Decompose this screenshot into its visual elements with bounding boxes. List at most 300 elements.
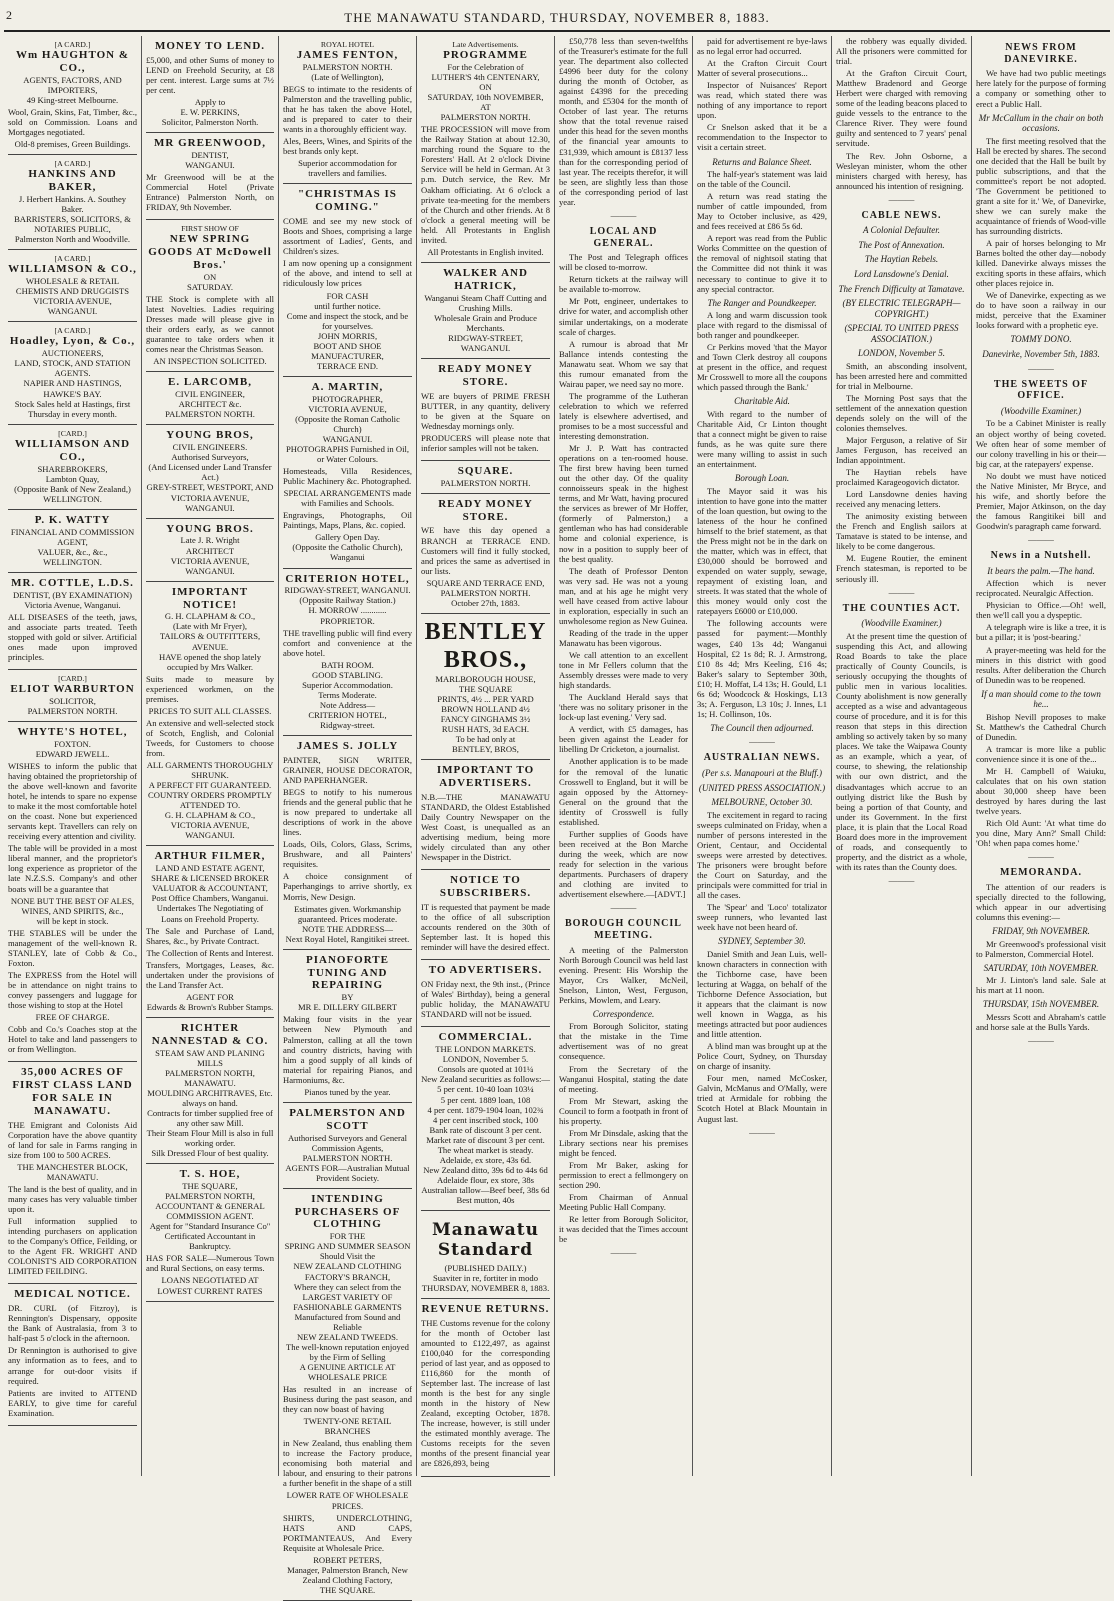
ad-line: PALMERSTON NORTH, [165,1191,255,1202]
ad-line: Manufactured from Sound and Reliable [294,1311,401,1332]
ad-line: FOR CASH [326,290,369,301]
ad-line: WELLINGTON. [43,556,102,567]
ad-line: Mr Greenwood will be at the Commercial Hotel (Private Entrance) Palmerston North, on FRIDAY, 9th November. [146,172,274,213]
column-8 [971,36,1110,1476]
section-divider: ——— [1028,851,1054,862]
advertisement [421,263,550,359]
article-paragraph: A report was read from the Public Works Committee on the question of the removal of nightsoil stating that the Committee did not think it was necessary to continue to give it to any special contractor. [697,233,827,294]
article-paragraph: A return was read stating the number of cattle impounded, from May to October inclusive, as 429, and fees received at £86 5s 6d. [697,191,827,232]
ad-line: The wheat market is steady. [437,1144,534,1155]
ad-title: HANKINS AND BAKER, [28,168,117,194]
section-subheading: The French Difficulty at Tamatave. [838,283,965,294]
ad-title: E. LARCOMB, [167,376,253,389]
ad-line: Patients are invited to ATTEND EARLY, to give time for careful Examination. [8,1387,137,1418]
ad-title: CRITERION HOTEL, [285,572,410,585]
ad-line: ON Friday next, the 9th inst., (Prince of Wales' Birthday), being a general public holiday, the MANAWATU STANDARD will not be issued. [421,979,550,1020]
section-subheading: The Council then adjourned. [710,722,814,733]
ad-line: AVENUE. [191,641,229,652]
ad-line: ALL DISEASES of the teeth, jaws, and associate parts treated. Teeth stopped with gold or silver. Artificial ones made upon improved principles. [8,611,137,662]
section-subheading: If a man should come to the town he... [981,688,1101,710]
article-paragraph: The Rev. John Osborne, a Wesleyan minister, whom the other ministers charged with heresy, has announced his intention of resigning. [836,150,967,191]
article-paragraph: A prayer-meeting was held for the miners in this district with good results. After deliberation the Church of Dunedin was to be reopened. [976,644,1106,685]
article-paragraph: At the present time the question of suspending this Act, and allowing Road Boards to take the place practically of County Councils, is seriously occupying the thoughts of public men in various localities. County abolishment is now generally accepted as a wise and advantageous course of procedure, and it is for this reason that steps in this direction ambling so actively taken by so many places. We take the Waipawa County as an example, which a year, of course, to shewing, the relationship with our own district, and the disadvantages which accrue to an outlying district like the Bush by being a portion of that County, and under its Government. In the first place, it is plain that the Local Road Board does more in the improvement of roads, and consequently to property, and the district as a whole, with its rates than the County does. [836,630,967,872]
ad-line: Stock Sales held at Hastings, first Thursday in every month. [14,398,131,419]
ad-line: THE Customs revenue for the colony for the month of October last amounted to £122,497, as against £100,040 for the corresponding period of last year, and as opposed to £116,860 for the month of September last. The increase of last month is the best for any single month in the history of New Zealand, excepting October, 1878. The increase, however, is still under the estimated monthly average. The Customs receipts for the seven months of the present financial year are £826,893, being [421,1317,550,1469]
ad-line: CIVIL ENGINEER, [175,389,245,400]
ad-title: WHYTE'S HOTEL, [17,725,128,738]
advertisement [421,36,550,263]
ad-line: THE SQUARE. [319,1584,376,1595]
advertisement [8,670,137,722]
ad-kicker: [CARD.] [58,673,87,683]
ad-line: AGENT FOR [186,991,234,1002]
ad-line: Adelaide, ex store, 43s 6d. [439,1154,532,1165]
ad-line: WHOLESALE & RETAIL [25,276,120,287]
ad-line: The Collection of Rents and Interest. [146,947,274,958]
ad-line: ON [203,272,217,283]
ad-title: READY MONEY STORE. [438,497,533,523]
ad-line: THE STABLES will be under the management of the well-known R. STANLEY, late of Cobb & Co., Foxton. [8,927,137,968]
article-paragraph: The Haytian rebels have proclaimed Karageogovich dictator. [836,467,967,488]
section-divider: ——— [1028,1035,1054,1046]
ad-line: RIDGWAY-STREET, WANGANUI. [284,585,411,596]
ad-line: E. W. PERKINS, [180,107,240,118]
ad-line: 5 per cent. 1889 loan, 108 [440,1094,531,1105]
ad-line: FANCY GINGHAMS 3½ [440,714,531,725]
article-paragraph: The Auckland Herald says that 'there was no solitary prisoner in the lock-up last evening.' Very sad. [559,692,688,723]
ad-line: Victoria Avenue, Wanganui. [24,599,121,610]
advertisement [421,494,550,614]
advertisement [421,760,550,870]
ad-line: Making four visits in the year between New Plymouth and Palmerston, calling at all the town and country districts, having with him a good supply of all kinds of material for repairing Pianos, and Harmoniums, &c. [283,1014,412,1085]
ad-line: WANGANUI. [185,160,235,171]
article-paragraph: Further supplies of Goods have been received at the Bon Marche during the week, which are now ready for selection in the various departments. Purchasers of drapery and clothing are invited to advertisement elsewhere.—[ADVT.] [559,828,688,900]
article-paragraph: Four men, named McCosker, Galvin, McManus and O'Mally, were tried at Armidale for robbing the Scotch Hotel at Black Mountain in August last. [697,1073,827,1124]
section-subheading: MELBOURNE, October 30. [711,797,813,808]
ad-line: Where they can select from the [293,1281,402,1292]
ad-line: WE have this day opened a BRANCH at TERRACE END. Customers will find it fully stocked, and prices the same as advertised in our lists. [421,525,550,576]
ad-title: INTENDING PURCHASERS OF CLOTHING [294,1192,401,1231]
ad-title: NOTICE TO SUBSCRIBERS. [439,874,532,900]
ad-line: New Zealand securities as follows:— [421,1074,550,1085]
article-paragraph: With regard to the number of Charitable Aid, Cr Linton thought that a connect might be given to raise funds, as he was quite sure there were many willing to assist in such an entertainment. [697,409,827,470]
ad-kicker: Late Advertisements. [452,40,519,49]
ad-line: WE are buyers of PRIME FRESH BUTTER, in any quantity, delivery to be given at the Square on Wednesday mornings only. [421,390,550,431]
ad-line: (PUBLISHED DAILY.) [444,1262,527,1273]
section-heading: MEMORANDA. [1000,867,1082,879]
article-paragraph: From Mr Dinsdale, asking that the Library sections near his premises might be fenced. [559,1127,688,1158]
ad-line: Consols are quoted at 101¼ [437,1064,534,1075]
ad-line: Apply to [194,97,226,108]
advertisement [146,846,274,1018]
ad-title: Wm HAUGHTON & CO., [15,49,130,74]
advertisement [146,372,274,425]
article-paragraph: The programme of the Lutheran celebration to which we referred lately is elsewhere advertised, and promises to be a most successful and interesting demonstration. [559,390,688,442]
advertisement [146,519,274,582]
ad-line: RIDGWAY-STREET, [448,332,523,343]
section-heading: CABLE NEWS. [861,209,942,221]
ad-line: Silk Dressed Flour of best quality. [151,1148,269,1159]
article-paragraph: We call attention to an excellent tone in Mr Fellers column that the Assembly dresses were made to very high standards. [559,650,688,691]
ad-line: JOHN MORRIS, [317,330,378,341]
article-paragraph: Messrs Scott and Abraham's cattle and horse sale at the Bulls Yards. [976,1011,1106,1033]
section-heading: LOCAL AND GENERAL. [589,225,658,249]
article-paragraph: From Chairman of Annual Meeting Public Hall Company. [559,1192,688,1213]
ad-line: The table will be provided in a most liberal manner, and the proprietor's long experience as proprietor of the late N.Z.S.S. Company's and other boats will be a guarantee that [8,843,137,894]
section-divider: ——— [888,193,915,204]
ad-line: Transfers, Mortgages, Leases, &c. undertaken under the provisions of the Land Transfer Act. [146,959,274,990]
article-paragraph: Inspector of Nuisances' Report was read, which stated there was nothing of any importance to report upon. [697,80,827,121]
ad-line: Dr Rennington is authorised to give any information as to fees, and to arrange for out-door visits if required. [8,1345,137,1386]
ad-title: IMPORTANT TO ADVERTISERS. [436,764,535,790]
ad-line: 5 per cent. 10-40 loan 103¼ [437,1084,534,1095]
section-subheading: The Post of Annexation. [858,239,945,250]
section-heading: NEWS FROM DANEVIRKE. [1004,42,1078,65]
section-subheading: THURSDAY, 15th NOVEMBER. [982,999,1100,1010]
article-paragraph: A pair of horses belonging to Mr Barnes bolted the other day—nobody killed. Danevirke always misses the exciting sports in these affairs, which other places rejoice in. [976,238,1106,289]
section-divider: ——— [1028,362,1054,373]
ad-line: Best mutton, 40s [456,1195,515,1205]
ad-line: (Opposite Railway Station.) [299,595,396,606]
ad-line: THE LONDON MARKETS. [435,1044,536,1055]
ad-line: Come and inspect the stock, and be for yourselves. [286,310,409,331]
article-paragraph: A meeting of the Palmerston North Borough Council was held last evening. Present: His Worship the Mayor, Crs Walker, McNeil, Snelson, Linton, West, Ferguson, Perkins, Mowlem, and Leary. [559,944,688,1005]
ad-title: IMPORTANT NOTICE! [171,585,249,611]
ad-line: SQUARE AND TERRACE END, [426,577,545,588]
advertisement [8,722,137,1062]
article-paragraph: the robbery was equally divided. All the prisoners were committed for trial. [836,36,967,67]
ad-line: ALL GARMENTS THOROUGHLY SHRUNK. [146,760,274,781]
section-subheading: It bears the palm.—The hand. [987,565,1095,576]
ad-line: PAINTER, SIGN WRITER, GRAINER, HOUSE DECORATOR, AND PAPERHANGER. [283,754,412,785]
ad-line: PRODUCERS will please note that inferior samples will not be taken. [421,432,550,453]
ad-line: NOTE THE ADDRESS— [301,923,394,934]
advertisement [421,359,550,461]
article-paragraph: The Post and Telegraph offices will be closed to-morrow. [559,252,688,273]
advertisement [146,220,274,372]
column-5 [554,36,692,1476]
ad-line: THE travelling public will find every comfort and convenience at the above hotel. [283,627,412,658]
ad-line: RUSH HATS, 3d EACH. [441,724,530,735]
section-subheading: A Colonial Defaulter. [862,225,941,236]
article-paragraph: Mr Pott, engineer, undertakes to drive for water, and accomplish other similar undertakings, on a moderate scale of charges. [559,296,688,337]
article-paragraph: Mr H. Campbell of Waiuku, calculates that on his own station about 30,000 sheep have been destroyed by hares during the last twelve years. [976,765,1106,817]
ad-title: RICHTER NANNESTAD & CO. [151,1021,269,1047]
ad-line: Wool, Grain, Skins, Fat, Timber, &c., sold on Commission. Loans and Mortgages negotiated. [8,106,137,138]
advertisement [283,569,412,737]
ad-line: BEGS to notify to his numerous friends and the general public that he is now prepared to undertake all descriptions of work in the above lines. [283,787,412,838]
ad-line: THE Emigrant and Colonists Aid Corporation have the above quantity of land for sale in Farms ranging in size from 100 to 500 ACRES. [8,1119,137,1160]
article-paragraph: paid for advertisement re bye-laws as no legal error had occurred. [697,36,827,57]
ad-line: GREY-STREET, WESTPORT, AND [146,482,274,493]
advertisement [8,322,137,424]
section-subheading: FRIDAY, 9th NOVEMBER. [992,926,1090,937]
ad-line: WELLINGTON. [43,493,102,504]
ad-title: MONEY TO LEND. [154,40,266,52]
section-subheading: (Woodville Examiner.) [1000,405,1082,416]
ad-title: BENTLEY BROS., [424,618,547,673]
ad-title: JAMES S. JOLLY [296,740,399,753]
ad-line: PHOTOGRAPHER, [312,393,383,404]
ad-line: Superior Accommodation. [302,679,393,690]
section-subheading: Mr McCallum in the chair on both occasions. [978,112,1104,134]
ad-line: The Sale and Purchase of Land, Shares, &c., by Private Contract. [146,925,274,946]
ad-line: PRICES TO SUIT ALL CLASSES. [148,705,272,716]
ad-line: DR. CURL (of Fitzroy), is Rennington's Dispensary, opposite the Bank of Australasia, from 3 to half-past 5 o'clock in the afternoon. [8,1303,137,1344]
ad-line: LUTHER'S 4th CENTENARY, [431,72,540,83]
article-paragraph: From the Secretary of the Wanganui Hospital, stating the date of meeting. [559,1063,688,1094]
ad-line: THE Stock is complete with all latest Novelties. Ladies requiring Dresses made will please give in their orders early, as we cannot guarantee to take orders when it comes near the Christmas Season. [146,294,274,355]
page-number: 2 [6,8,13,22]
ad-title: ARTHUR FILMER, [154,850,266,863]
ad-line: Australian tallow—Beef beef, 38s 6d [421,1184,550,1195]
article-paragraph: We of Danevirke, expecting as we do to have soon a railway in our midst, perceive that the Examiner looks forward with a prophetic eye. [976,290,1106,331]
section-subheading: The Haytian Rebels. [864,254,939,265]
ad-title: WILLIAMSON AND CO., [14,437,131,463]
article-paragraph: Mr J. P. Watt has contracted operations on a ten-roomed house. The first brew having been turned out the other day. Of the quality connoisseurs speak in the highest terms, and Mr Watt, having procured the services as brewer of Mr Hoffer, (formerly of Palmerston,) a gentleman who has had considerable home and colonial experience, is now in a position to supply beer of the best quality. [559,443,688,564]
ad-line: TWENTY-ONE RETAIL BRANCHES [303,1416,392,1437]
ad-line: IT is requested that payment be made to the office of all subscription accounts rendered on the 30th of September last. It is hoped this reminder will have the desired effect. [421,902,550,953]
ad-line: Terms Moderate. [318,689,377,700]
article-paragraph: Reading of the trade in the upper Manawatu has been vigorous. [559,627,688,648]
advertisement [283,736,412,950]
advertisement [283,184,412,376]
ad-line: Loads, Oils, Colors, Glass, Scrims, Brushware, and all Painters' requisites. [283,839,412,870]
ad-line: (And Licensed under Land Transfer Act.) [148,462,272,483]
section-subheading: (BY ELECTRIC TELEGRAPH—COPYRIGHT.) [842,298,961,319]
ad-line: The land is the best of quality, and in many cases has very valuable timber upon it. [8,1183,137,1215]
article-paragraph: Cr Perkins moved 'that the Mayor and Town Clerk destroy all coupons at present in the office, and request Mr Crosswell to more all the coupons which passed through the Bank.' [697,342,827,393]
section-subheading: (UNITED PRESS ASSOCIATION.) [698,782,826,793]
ad-line: The EXPRESS from the Hotel will be in attendance on night trains to convey passengers and luggage for those wishing to stop at the Hotel [8,969,137,1011]
ad-line: EDWARD JEWELL. [35,748,110,759]
ad-line: ARCHITECT [185,545,235,556]
ad-line: (Late with Mr Fryer), [173,621,247,632]
ad-line: Pianos tuned by the year. [304,1086,391,1097]
article-paragraph: The animosity existing between the French and English sailors at Tamatave is stated to be intense, and likely to be come dangerous. [836,511,967,552]
section-subheading: SATURDAY, 10th NOVEMBER. [983,962,1099,973]
ad-line: Contracts for timber supplied free of any other saw Mill. [147,1107,273,1128]
section-divider: ——— [749,736,775,747]
advertisement [8,1062,137,1284]
ad-title: TO ADVERTISERS. [428,964,543,977]
ad-line: WANGANUI. [185,502,235,513]
section-subheading: (Per s.s. Manapouri at the Bluff.) [702,768,822,779]
ad-line: NEW ZEALAND CLOTHING FACTORY'S BRANCH, [293,1261,402,1282]
ad-line: G. H. CLAPHAM & CO., [164,611,256,622]
advertisement [283,36,412,184]
ad-line: BARRISTERS, SOLICITORS, & NOTARIES PUBLIC, [14,214,131,235]
ad-line: AGENTS, FACTORS, AND IMPORTERS, [23,74,122,95]
ad-title: SQUARE. [457,464,514,477]
article-paragraph: Bishop Nevill proposes to make St. Matthew's the Cathedral Church of Dunedin. [976,711,1106,742]
ad-line: Manager, Palmerston Branch, New Zealand Clothing Factory, [287,1564,408,1585]
ad-line: BATH ROOM. [321,659,374,670]
ad-title: P. K. WATTY [34,513,111,526]
ad-line: ARCHITECT &c. [178,399,242,410]
article-paragraph: From Mr Baker, asking for permission to erect a fellmongery on section 290. [559,1159,688,1191]
advertisement [421,1027,550,1211]
ad-line: AUCTIONEERS, [41,348,104,359]
ad-line: WANGANUI. [47,306,98,317]
section-divider: ——— [610,1247,637,1258]
ad-line: FOR THE [329,1231,366,1242]
ad-line: Next Royal Hotel, Rangitikei street. [285,933,410,944]
ad-line: Authorised Surveyors, [171,452,249,463]
ad-title: ELIOT WARBURTON [10,683,135,696]
ad-line: LOANS NEGOTIATED AT LOWEST CURRENT RATES [157,1275,263,1296]
ad-line: NEW ZEALAND TWEEDS. [296,1331,399,1342]
ad-line: October 27th, 1883. [451,597,520,608]
ad-line: COME and see my new stock of Boots and Shoes, comprising a large assortment of Ladies', Gents, and Children's sizes. [283,216,412,257]
ad-line: PALMERSTON NORTH. [440,112,531,123]
ad-line: BENTLEY, BROS, [452,744,519,755]
section-divider: ——— [749,1126,775,1137]
ad-line: WANGANUI. [322,433,373,444]
ad-line: 49 King-street Melbourne. [26,94,119,105]
ad-line: VALUER, &c., &c., [37,546,108,557]
ad-line: ROBERT PETERS, [313,1554,382,1565]
ad-line: Should Visit the [319,1251,376,1262]
column-2 [141,36,278,1476]
ad-line: SHARE & LICENSED BROKER [151,873,269,884]
section-subheading: The Ranger and Poundkeeper. [707,297,817,308]
article-paragraph: Another application is to be made for the removal of the lunatic Crosswell to England, but it will be again opposed by the Attorney-General on the ground that the identity of Crosswell is fully established. [559,756,688,827]
column-3 [278,36,416,1595]
ad-line: HAVE opened the shop lately occupied by Mrs Walker. [159,651,261,672]
advertisement [146,1018,274,1164]
ad-line: CIVIL ENGINEERS. [172,442,248,453]
ad-line: N.B.—THE MANAWATU STANDARD, the Oldest Established Daily Country Newspaper on the West Coast, is unequalled as an advertising medium, being more widely circulated than any other Newspaper in the District. [421,792,550,863]
ad-line: WISHES to inform the public that having obtained the proprietorship of the above well-known and favorite hotel, he intends to spare no expense to make it the most comfortable hotel on the coast. None but experienced servants kept. Travellers can rely on receiving every attention and civility. [8,760,137,842]
article-paragraph: Cr Snelson asked that it be a recommendation to the Inspector to visit a certain street. [697,122,827,153]
ad-line: NAPIER AND HASTINGS, [23,378,122,389]
newspaper-title: THE MANAWATU STANDARD, THURSDAY, NOVEMBER 8, 1883. [344,10,770,25]
ad-title: WILLIAMSON & CO., [8,263,137,276]
column-6 [692,36,831,1476]
ad-line: DENTIST, [191,150,229,161]
ad-line: WANGANUI. [185,830,235,841]
ad-line: in New Zealand, thus enabling them to increase the Factory produce, economising both material and labour, and ensuring to their patrons a further benefit in the shape of a still [283,1438,412,1489]
ad-line: MARLBOROUGH HOUSE, [435,674,536,685]
ad-title: MEDICAL NOTICE. [14,1288,131,1301]
ad-title: T. S. HOE, [179,1168,241,1181]
ad-line: Solicitor, Palmerston North. [161,117,259,128]
article-paragraph: To be a Cabinet Minister is really an object worthy of being coveted. We often hear of some member of our colony travelling in his or their—big car, at the ratepayers' expense. [976,418,1106,469]
article-paragraph: M. Eugene Routier, the eminent French statesman, is reported to be seriously ill. [836,553,967,584]
ad-line: MANAWATU. [184,1077,236,1088]
section-divider: ——— [888,586,915,597]
article-paragraph: A telegraph wire is like a tree, it is but a pillar; it is 'post-bearing.' [976,622,1106,643]
section-divider: ——— [888,874,915,885]
ad-line: Certificated Accountant in Bankruptcy. [164,1231,256,1252]
ad-line: SATURDAY, 10th NOVEMBER, [427,92,544,103]
ad-line: Wholesale Grain and Produce Merchants. [434,312,537,333]
ad-line: A choice consignment of Paperhangings to arrive shortly, ex Morris, New Design. [283,871,412,902]
article-paragraph: Daniel Smith and Jean Luis, well-known characters in connection with the Tichborne case, have been lecturing at Wagga, on behalf of the Tichborne Defence Association, but it appears that the claimant is now well known in Wagga, as his meetings attracted but poor audiences and little attention. [697,948,827,1040]
ad-line: SHAREBROKERS, [37,463,108,474]
ad-line: Authorised Surveyors and General Commission Agents, [287,1132,408,1153]
ad-title: YOUNG BROS, [166,429,254,442]
article-paragraph: A verdict, with £5 damages, has been given against the Leader for libelling Dr Cricketon, a journalist. [559,724,688,755]
ad-line: The well-known reputation enjoyed by the Firm of Selling [286,1341,409,1362]
ad-line: Has resulted in an increase of Business during the past season, and they can now boast of having [283,1384,412,1415]
article-paragraph: At the Crafton Circuit Court Matter of several prosecutions... [697,58,827,79]
article-paragraph: Major Ferguson, a relative of Sir James Ferguson, has received an Indian appointment. [836,434,967,466]
ad-line: H. MORROW ............ PROPRIETOR. [308,605,387,626]
advertisement [146,133,274,220]
ad-title: "CHRISTMAS IS COMING." [298,188,397,214]
advertisement [146,425,274,518]
ad-line: Market rate of discount 3 per cent. [426,1134,545,1145]
ad-line: Full information supplied to intending purchasers on application to the Company's Office, Feilding, or to the Agent FR. WRIGHT AND COLONIST'S AID CORPORATION LIMITED FEILDING. [8,1216,137,1277]
ad-line: AT [480,102,491,113]
ad-line: VICTORIA AVENUE, WANGANUI. [170,555,250,576]
ad-line: THE MANCHESTER BLOCK, MANAWATU. [17,1161,128,1182]
ad-line: Ridgway-street. [320,719,375,730]
ad-line: Their Steam Flour Mill is also in full working order. [146,1128,274,1149]
ad-line: Old-8 premises, Green Buildings. [14,139,131,150]
article-paragraph: The death of Professor Denton was very sad. He was not a young man, and at his age he might very well have ceased from active labour in exploration, especially in such an unwholesome region as New Guinea. [559,565,688,626]
ad-line: HAWKE'S BAY. [43,388,102,399]
ad-line: DENTIST, (BY EXAMINATION) [12,589,133,600]
ad-line: LOWER RATE OF WHOLESALE PRICES. [286,1490,409,1511]
ad-line: THE SQUARE [458,684,513,695]
ad-line: LONDON, November 5. [442,1054,529,1065]
ad-line: A PERFECT FIT GUARANTEED. [148,780,272,791]
section-subheading: SYDNEY, September 30. [718,936,806,947]
ad-kicker: [A CARD.] [54,159,91,169]
article-paragraph: Return tickets at the railway will be available to-morrow. [559,274,688,295]
ad-title: READY MONEY STORE. [438,362,533,388]
ad-line: Edwards & Brown's Rubber Stamps. [146,1001,274,1012]
article-paragraph: Mr Greenwood's professional visit to Palmerston, Commercial Hotel. [976,938,1106,959]
advertisement [421,870,550,960]
ad-line: An extensive and well-selected stock of Scotch, English, and Colonial Tweeds, for Customers to choose from. [146,717,274,758]
ad-line: CRITERION HOTEL, [308,709,387,720]
article-paragraph: Lord Lansdowne denies having received any menacing letters. [836,489,967,510]
section-heading: THE SWEETS OF OFFICE. [993,378,1089,402]
ad-line: Superior accommodation for travellers and families. [298,158,397,179]
ad-line: Lambton Quay, [45,473,100,484]
article-paragraph: The first meeting resolved that the Hall be erected by shares. The second one decided that the Hall be built by public subscriptions, and that the committee's report be not adopted. 'The Government be petitioned to grant a site for it.' We, of Danevirke, shew we can surely make the acquaintance of friends of Wood-ville has surrounding districts. [976,135,1106,237]
ad-line: Ales, Beers, Wines, and Spirits of the best brands only kept. [283,136,412,157]
ad-line: Suaviter in re, fortiter in modo [432,1272,538,1283]
ad-line: TERRACE END. [316,360,379,371]
ad-line: will be kept in stock. [36,915,109,926]
section-heading: AUSTRALIAN NEWS. [703,752,821,764]
ad-line: FOXTON. [54,738,91,749]
section-subheading: Borough Loan. [734,473,790,484]
ad-title: COMMERCIAL. [438,1031,533,1044]
article-paragraph: Mr J. Linton's land sale. Sale at his mart at 11 noon. [976,975,1106,996]
ad-line: Cobb and Co.'s Coaches stop at the Hotel to take and land passengers to or from Wellington. [8,1024,137,1055]
ad-line: SHIRTS, UNDERCLOTHING, HATS AND CAPS, PORTMANTEAUS, And Every Requisite at Wholesale Price. [283,1512,412,1553]
ad-line: Homesteads, Villa Residences, Public Machinery &c. Photographed. [283,466,412,487]
ad-line: VICTORIA AVENUE, [170,492,250,503]
ad-line: STEAM SAW AND PLANING MILLS [155,1047,265,1068]
article-paragraph: From Mr Stewart, asking the Council to form a footpath in front of his property. [559,1095,688,1126]
ad-line: VICTORIA AVENUE, [33,296,112,307]
ad-title: YOUNG BROS. [166,522,254,535]
ad-title: MR. COTTLE, L.D.S. [11,576,134,589]
ad-line: All Protestants in English invited. [427,246,544,257]
article-paragraph: From Borough Solicitor, stating that the mistake in the Time advertisement was of no great consequence. [559,1021,688,1062]
article-paragraph: A long and warm discussion took place with regard to the dismissal of both ranger and poundkeeper. [697,310,827,341]
ad-line: I am now opening up a consignment of the above, and intend to sell at ridiculously low prices [283,258,412,289]
ad-title: PALMERSTON AND SCOTT [289,1106,406,1132]
ad-line: THURSDAY, NOVEMBER 8, 1883. [421,1282,550,1293]
